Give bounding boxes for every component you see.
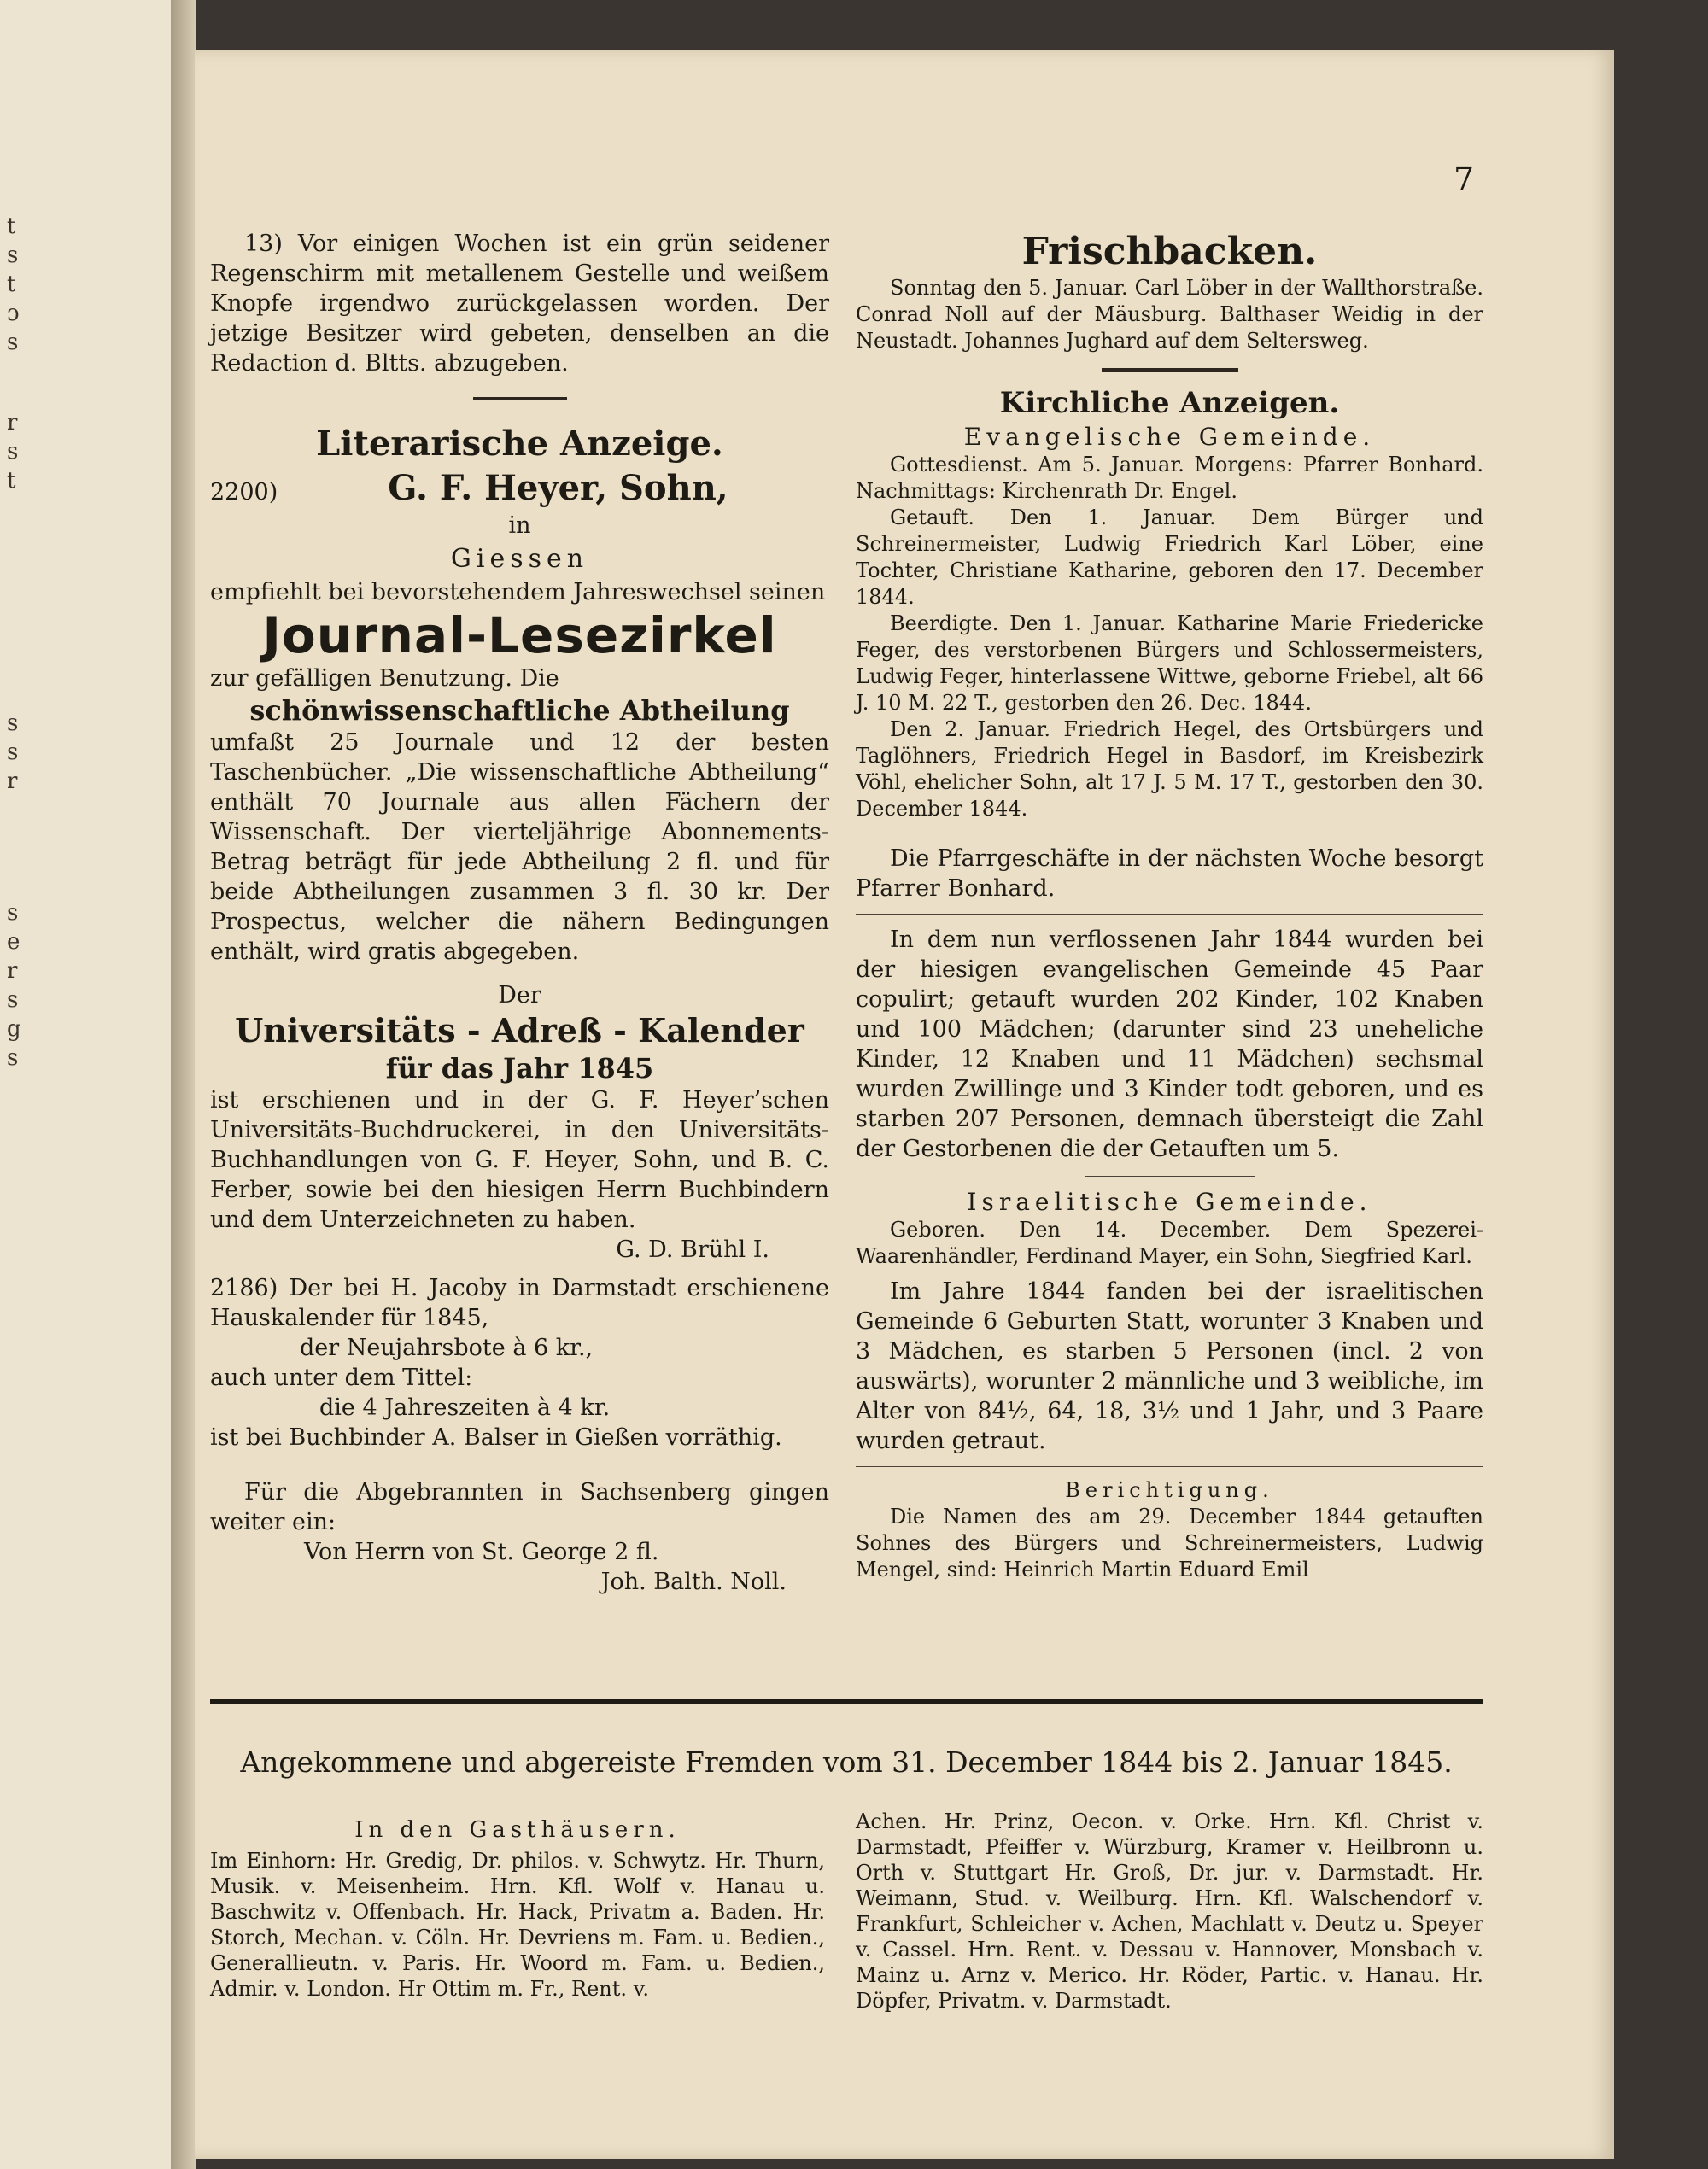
burial-notice: Beerdigte. Den 1. Januar. Katharine Marie Friedericke Feger, des verstorbenen Bürgers und Schlossermeisters, Ludwig Feger, hinterlassene Wittwe, geborne Friebel, alt 66 J. 10 M. 22 T., gestorben den 26. Dec. 1844. [856,611,1483,715]
margin-fragment: g [7,1016,21,1042]
page-gutter [171,0,196,2169]
ad-number: 2200) [210,479,278,506]
calendar-text: ist erschienen und in der G. F. Heyer’schen Universitäts-Buchdruckerei, in den Universitäts-Buchhandlungen von G. F. Heyer, Sohn, und B. C. Ferber, sowie bei den hiesigen Herrn Buchbindern und dem Unterzeichneten zu haben. [210,1087,829,1233]
visitors-list: Im Einhorn: Hr. Gredig, Dr. philos. v. Schwytz. Hr. Thurn, Musik. v. Meisenheim. Hrn. Kfl. Wolf v. Hanau u. Baschwitz v. Offenbach. Hr. Hack, Privatm a. Baden. Hr. Storch, Mechan. v. Cöln. Hr. Devriens m. Fam. u. Bedien., Generallieutn. v. Paris. Hr. Woord m. Fam. u. Bedien., Admir. v. London. Hr Ottim m. Fr., Rent. v. [210,1849,825,2001]
margin-fragments [7,213,31,1074]
ad-city: Giessen [450,544,589,574]
notice-13: 13) Vor einigen Wochen ist ein grün seidener Regenschirm mit metallenem Gestelle und weißem Knopfe irgendwo zurückgelassen worden. Der jetzige Besitzer wird gebeten, denselben an die Redaction d. Bltts. abzugeben. [210,231,829,377]
visitors-list: Achen. Hr. Prinz, Oecon. v. Orke. Hrn. Kfl. Christ v. Darmstadt, Pfeiffer v. Würzburg, Kramer v. Heilbronn u. Orth v. Stuttgart Hr. Groß, Dr. jur. v. Darmstadt. Hr. Weimann, Stud. v. Weilburg. Hrn. Kfl. Walschendorf v. Frankfurt, Schleicher v. Achen, Machlatt v. Deutz u. Speyer v. Cassel. Hrn. Rent. v. Dessau v. Hannover, Monsbach v. Mainz u. Arnz v. Merico. Hr. Röder, Partic. v. Hanau. Hr. Döpfer, Privatm. v. Darmstadt. [856,1809,1483,2013]
birth-notice: Geboren. Den 14. December. Dem Spezerei-Waarenhändler, Ferdinand Mayer, ein Sohn, Siegfried Karl. [856,1218,1483,1268]
margin-fragment: s [7,330,19,355]
notice-2186: 2186) Der bei H. Jacoby in Darmstadt erschienene Hauskalender für 1845, [210,1275,829,1331]
right-column [856,229,1483,1583]
visitors-right [856,1809,1483,2014]
margin-fragment: s [7,439,19,465]
service-notice: Gottesdienst. Am 5. Januar. Morgens: Pfarrer Bonhard. Nachmittags: Kirchenrath Dr. Engel. [856,453,1483,503]
ad-details: umfaßt 25 Journale und 12 der besten Taschenbücher. „Die wissenschaftliche Abtheilung“ enthält 70 Journale aus allen Fächern der Wissenschaft. Der vierteljährige Abonnements-Betrag beträgt für jede Abtheilung 2 fl. und für beide Abtheilungen zusammen 3 fl. 30 kr. Der Prospectus, welcher die nähern Bedingungen enthält, wird gratis abgegeben. [210,729,829,965]
publisher-name: G. F. Heyer, Sohn, [388,468,728,508]
divider [1085,1176,1255,1177]
newspaper-page [195,50,1614,2159]
calendar-signature: G. D. Brühl I. [616,1237,769,1263]
frisch-text: Sonntag den 5. Januar. Carl Löber in der Wallthorstraße. Conrad Noll auf der Mäusburg. Balthaser Weidig in der Neustadt. Johannes Jughard auf dem Seltersweg. [856,276,1483,353]
page-number: 7 [1454,161,1475,198]
calendar-year: für das Jahr 1845 [385,1052,654,1084]
donation-text: Für die Abgebrannten in Sachsenberg gingen weiter ein: [210,1479,829,1535]
der-label: Der [498,982,541,1008]
margin-fragment: t [7,468,16,494]
ad-header [210,466,829,511]
notice-2186-line: auch unter dem Tittel: [210,1365,473,1391]
ad-in: in [508,512,531,539]
year-statistics: In dem nun verflossenen Jahr 1844 wurden bei der hiesigen evangelischen Gemeinde 45 Paar copulirt; getauft wurden 202 Kinder, 102 Knaben und 100 Mädchen; (darunter sind 23 uneheliche Kinder, 12 Knaben und 11 Mädchen) sechsmal wurden Zwillinge und 3 Kinder todt geboren, und es starben 207 Personen, demnach übersteigt die Zahl der Gestorbenen die der Getauften um 5. [856,927,1483,1162]
notice-2186-item: die 4 Jahreszeiten à 4 kr. [319,1394,611,1421]
visitors-heading: Angekommene und abgereiste Fremden vom 31. December 1844 bis 2. Januar 1845. [240,1745,1453,1779]
margin-fragment: e [7,929,20,955]
ad-line: zur gefälligen Benutzung. Die [210,665,559,692]
visitors-left [210,1817,825,2002]
divider [473,397,567,400]
pastor-notice: Die Pfarrgeschäfte in der nächsten Woche besorgt Pfarrer Bonhard. [856,845,1483,902]
ad-intro: empfiehlt bei bevorstehendem Jahreswechsel seinen [210,579,826,605]
margin-fragment: s [7,987,19,1013]
church-heading: Kirchliche Anzeigen. [999,386,1340,420]
divider [1102,368,1238,372]
divider [856,1466,1483,1467]
israelite-heading: Israelitische Gemeinde. [967,1188,1372,1216]
notice-2186-item: der Neujahrsbote à 6 kr., [300,1335,594,1361]
previous-page-edge [0,0,179,2169]
margin-fragment: s [7,243,19,268]
margin-fragment: t [7,272,16,297]
correction-text: Die Namen des am 29. December 1844 getauften Sohnes des Bürgers und Schreinermeisters, Ludwig Mengel, sind: Heinrich Martin Eduard Emil [856,1505,1483,1581]
frisch-heading: Frischbacken. [1021,230,1318,273]
margin-fragment: s [7,710,19,736]
margin-fragment: r [7,410,18,436]
left-column [210,229,829,1597]
margin-fragment: t [7,213,16,239]
correction-heading: Berichtigung. [1065,1478,1274,1502]
margin-fragment: s [7,740,19,765]
margin-fragment: r [7,769,18,794]
journal-title: Journal-Lesezirkel [262,606,777,664]
evangelical-heading: Evangelische Gemeinde. [963,423,1376,451]
margin-fragment: r [7,958,18,984]
baptism-notice: Getauft. Den 1. Januar. Dem Bürger und Schreinermeister, Ludwig Friedrich Karl Löber, eine Tochter, Christiane Katharine, geboren den 17. December 1844. [856,506,1483,609]
literary-heading: Literarische Anzeige. [316,424,723,464]
burial-notice: Den 2. Januar. Friedrich Hegel, des Ortsbürgers und Taglöhners, Friedrich Hegel in Basdorf, im Kreisbezirk Vöhl, ehelicher Sohn, alt 17 J. 5 M. 17 T., gestorben den 30. December 1844. [856,717,1483,821]
inns-heading: In den Gasthäusern. [354,1817,681,1843]
margin-fragment: s [7,1045,19,1071]
calendar-title: Universitäts - Adreß - Kalender [235,1011,804,1049]
margin-fragment: s [7,900,19,926]
donation-signature: Joh. Balth. Noll. [600,1569,787,1595]
divider [856,914,1483,915]
notice-2186-line: ist bei Buchbinder A. Balser in Gießen vorräthig. [210,1424,782,1451]
section-title: schönwissenschaftliche Abtheilung [249,694,790,727]
donation-line: Von Herrn von St. George 2 fl. [304,1539,659,1565]
section-rule [210,1699,1483,1704]
margin-fragment: ɔ [7,301,20,326]
israelite-statistics: Im Jahre 1844 fanden bei der israelitischen Gemeinde 6 Geburten Statt, worunter 3 Knaben und 3 Mädchen, es starben 5 Personen (incl. 2 von auswärts), worunter 2 männliche und 3 weibliche, im Alter von 84½, 64, 18, 3½ und 1 Jahr, und 3 Paare wurden getraut. [856,1278,1483,1454]
